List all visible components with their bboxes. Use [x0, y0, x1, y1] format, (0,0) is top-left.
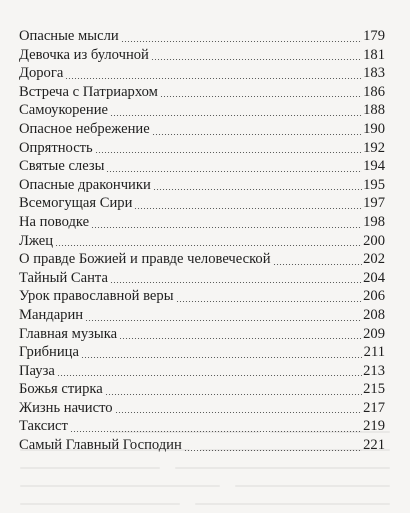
toc-entry: [19, 101, 385, 120]
toc-entry-page-number: 194: [363, 158, 385, 175]
dot-leader: [184, 450, 362, 451]
toc-entry-page-number: 192: [363, 139, 385, 156]
dot-leader: [134, 208, 362, 209]
dot-leader: [70, 431, 362, 432]
toc-entry: [19, 250, 385, 269]
dot-leader: [151, 59, 362, 60]
toc-entry: [19, 380, 385, 399]
toc-entry: [19, 325, 385, 344]
dot-leader: [153, 189, 362, 190]
toc-entry-page-number: 221: [363, 437, 385, 454]
dot-leader: [65, 78, 362, 79]
dot-leader: [106, 171, 362, 172]
toc-entry: [19, 120, 385, 139]
toc-entry-title: На поводке: [19, 213, 90, 230]
toc-entry-title: Опасное небрежение: [19, 120, 150, 137]
dot-leader: [81, 357, 362, 358]
toc-entry-page-number: 208: [363, 306, 385, 323]
toc-entry-title: Самый Главный Господин: [19, 437, 182, 454]
toc-entry: [19, 83, 385, 102]
toc-entry-page-number: 186: [363, 83, 385, 100]
toc-entry-title: Самоукорение: [19, 102, 109, 119]
toc-entry-title: Пауза: [19, 362, 55, 379]
toc-entry-title: Урок православной веры: [19, 288, 174, 305]
toc-entry: [19, 27, 385, 46]
toc-entry-page-number: 204: [363, 269, 385, 286]
toc-entry-title: Девочка из булочной: [19, 46, 149, 63]
dot-leader: [176, 301, 363, 302]
toc-entry-page-number: 197: [363, 195, 385, 212]
toc-entry: [19, 436, 385, 455]
dot-leader: [55, 245, 362, 246]
dot-leader: [121, 41, 362, 42]
toc-entry-page-number: 219: [363, 418, 385, 435]
dot-leader: [160, 96, 362, 97]
dot-leader: [152, 134, 362, 135]
dot-leader: [91, 227, 362, 228]
toc-entry-page-number: 190: [363, 120, 385, 137]
toc-entry-title: Таксист: [19, 418, 68, 435]
toc-entry: [19, 306, 385, 325]
toc-entry: [19, 417, 385, 436]
toc-entry-page-number: 181: [363, 46, 385, 63]
toc-entry-title: Грибница: [19, 344, 79, 361]
toc-entry-page-number: 188: [363, 102, 385, 119]
dot-leader: [57, 375, 362, 376]
toc-entry: [19, 194, 385, 213]
toc-entry-page-number: 209: [363, 325, 385, 342]
toc-entry-page-number: 217: [363, 399, 385, 416]
toc-entry-page-number: 200: [363, 232, 385, 249]
toc-entry-title: Опрятность: [19, 139, 93, 156]
toc-entry-page-number: 206: [363, 288, 385, 305]
toc-entry-title: Встреча с Патриархом: [19, 83, 158, 100]
dot-leader: [85, 320, 362, 321]
toc-entry-page-number: 202: [363, 251, 385, 268]
toc-entry: [19, 157, 385, 176]
dot-leader: [119, 338, 362, 339]
toc-entry: [19, 176, 385, 195]
toc-entry-title: Опасные дракончики: [19, 176, 151, 193]
toc-entry: [19, 362, 385, 381]
toc-entry: [19, 287, 385, 306]
toc-entry-title: Дорога: [19, 65, 64, 82]
toc-entry-page-number: 195: [363, 176, 385, 193]
dot-leader: [110, 282, 362, 283]
toc-entry-title: Лжец: [19, 232, 54, 249]
toc-entry-title: Главная музыка: [19, 325, 118, 342]
toc-entry: [19, 213, 385, 232]
toc-entry: [19, 139, 385, 158]
dot-leader: [110, 115, 362, 116]
toc-entry: [19, 343, 385, 362]
toc-entry-title: Божья стирка: [19, 381, 103, 398]
toc-entry-title: Святые слезы: [19, 158, 105, 175]
table-of-contents: [19, 27, 385, 455]
toc-entry-title: Тайный Санта: [19, 269, 108, 286]
dot-leader: [105, 394, 362, 395]
toc-entry: [19, 46, 385, 65]
dot-leader: [273, 264, 362, 265]
dot-leader: [95, 152, 362, 153]
toc-entry: [19, 232, 385, 251]
toc-entry-title: Всемогущая Сири: [19, 195, 133, 212]
toc-entry: [19, 399, 385, 418]
toc-entry-page-number: 215: [363, 381, 385, 398]
toc-entry-title: Опасные мысли: [19, 28, 119, 44]
toc-entry-title: Жизнь начисто: [19, 399, 113, 416]
toc-entry-page-number: 213: [363, 362, 385, 379]
toc-entry-page-number: 211: [363, 344, 385, 361]
toc-entry: [19, 269, 385, 288]
toc-entry-title: О правде Божией и правде человеческой: [19, 251, 271, 268]
dot-leader: [115, 412, 362, 413]
toc-entry-page-number: 183: [363, 65, 385, 82]
toc-entry-title: Мандарин: [19, 306, 84, 323]
toc-entry-page-number: 198: [363, 213, 385, 230]
toc-entry: [19, 64, 385, 83]
toc-entry-page-number: 179: [363, 28, 385, 44]
